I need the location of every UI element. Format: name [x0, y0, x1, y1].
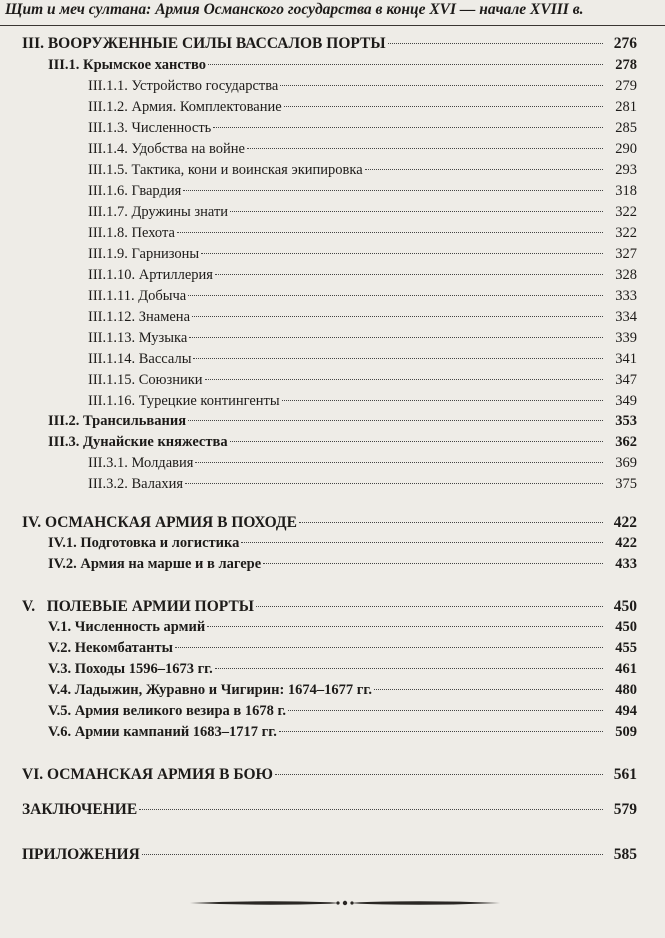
toc-entry-title: V.1. Численность армий — [48, 619, 206, 635]
toc-entry-page: 561 — [613, 766, 637, 783]
toc-entry-title: III.1.1. Устройство государства — [88, 78, 279, 94]
toc-entry — [0, 181, 665, 202]
dot-leader — [280, 85, 603, 86]
toc-entry-page: 293 — [615, 162, 637, 178]
dot-leader — [213, 127, 603, 128]
toc-entry — [0, 349, 665, 370]
dot-leader — [256, 606, 603, 607]
toc-entry-page: 347 — [615, 372, 637, 388]
toc-entry — [0, 638, 665, 659]
dot-leader — [263, 563, 603, 564]
toc-entry-title: III.2. Трансильвания — [48, 413, 187, 429]
toc-entry — [0, 554, 665, 575]
dot-leader — [207, 626, 603, 627]
toc-entry — [0, 799, 665, 820]
dot-leader — [388, 43, 603, 44]
dot-leader — [230, 441, 603, 442]
dot-leader — [139, 809, 603, 810]
toc-entry — [0, 680, 665, 701]
toc-entry-page: 362 — [615, 434, 637, 450]
dot-leader — [175, 647, 603, 648]
toc-entry-title: III.3.2. Валахия — [88, 476, 184, 492]
toc-entry-title: III.1.8. Пехота — [88, 225, 175, 241]
toc-entry-page: 281 — [615, 99, 637, 115]
dot-leader — [193, 358, 603, 359]
dot-leader — [208, 64, 603, 65]
toc-entry-page: 318 — [615, 183, 637, 199]
toc-entry-page: 455 — [615, 640, 637, 656]
toc-entry-page: 339 — [615, 330, 637, 346]
toc-entry — [0, 118, 665, 139]
toc-entry-title: III.1.12. Знамена — [88, 309, 191, 325]
toc-entry-page: 276 — [613, 35, 637, 52]
dot-leader — [299, 522, 603, 523]
dot-leader — [247, 148, 603, 149]
dot-leader — [201, 253, 603, 254]
toc-entry-page: 375 — [615, 476, 637, 492]
toc-entry-page: 450 — [615, 619, 637, 635]
toc-entry-page: 480 — [615, 682, 637, 698]
running-head: Щит и меч султана: Армия Османского государства в конце XVI — начале XVIII в. — [5, 1, 584, 18]
dot-leader — [215, 668, 603, 669]
toc-entry — [0, 160, 665, 181]
toc-entry-page: 278 — [615, 57, 637, 73]
toc-entry-title: III.1.14. Вассалы — [88, 351, 192, 367]
toc-entry-title: V.6. Армии кампаний 1683–1717 гг. — [48, 724, 277, 740]
decorative-ornament — [190, 896, 500, 910]
toc-entry — [0, 76, 665, 97]
toc-entry-page: 494 — [615, 703, 637, 719]
toc-entry-page: 334 — [615, 309, 637, 325]
toc-entry-title: ПРИЛОЖЕНИЯ — [22, 846, 140, 863]
toc-entry-page: 422 — [613, 514, 637, 531]
toc-entry-title: IV.1. Подготовка и логистика — [48, 535, 240, 551]
toc-entry — [0, 139, 665, 160]
toc-entry — [0, 307, 665, 328]
dot-leader — [185, 483, 603, 484]
toc-entry — [0, 701, 665, 722]
toc-entry-page: 450 — [613, 598, 637, 615]
toc-entry-title: III.1.4. Удобства на войне — [88, 141, 245, 157]
toc-entry-page: 422 — [615, 535, 637, 551]
toc-entry-title: IV. ОСМАНСКАЯ АРМИЯ В ПОХОДЕ — [22, 514, 297, 531]
toc-entry-page: 328 — [615, 267, 637, 283]
toc-entry — [0, 764, 665, 785]
toc-entry-title: III.1.16. Турецкие контингенты — [88, 393, 280, 409]
toc-entry-title: V. ПОЛЕВЫЕ АРМИИ ПОРТЫ — [22, 598, 255, 615]
toc-entry — [0, 55, 665, 76]
toc-entry-title: IV.2. Армия на марше и в лагере — [48, 556, 262, 572]
dot-leader — [177, 232, 603, 233]
toc-entry-page: 585 — [613, 846, 637, 863]
toc-entry — [0, 202, 665, 223]
toc-entry-page: 369 — [615, 455, 637, 471]
toc-entry-page: 461 — [615, 661, 637, 677]
toc-entry — [0, 533, 665, 554]
toc-entry-title: III.1.13. Музыка — [88, 330, 188, 346]
toc-entry — [0, 244, 665, 265]
dot-leader — [142, 854, 603, 855]
toc-entry-title: III.1.10. Артиллерия — [88, 267, 213, 283]
toc-entry-title: III.1. Крымское ханство — [48, 57, 206, 73]
toc-entry-page: 279 — [615, 78, 637, 94]
toc-entry — [0, 33, 665, 54]
dot-leader — [188, 420, 603, 421]
toc-entry-page: 433 — [615, 556, 637, 572]
dot-leader — [188, 295, 603, 296]
toc-entry-title: III.3. Дунайские княжества — [48, 434, 228, 450]
toc-entry-title: V.2. Некомбатанты — [48, 640, 173, 656]
toc-entry-page: 290 — [615, 141, 637, 157]
toc-entry — [0, 596, 665, 617]
dot-leader — [288, 710, 603, 711]
toc-entry — [0, 474, 665, 495]
toc-entry — [0, 411, 665, 432]
dot-leader — [215, 274, 603, 275]
toc-entry-page: 285 — [615, 120, 637, 136]
toc-entry-page: 327 — [615, 246, 637, 262]
dot-leader — [275, 774, 603, 775]
toc-entry-title: III.1.6. Гвардия — [88, 183, 182, 199]
toc-entry — [0, 328, 665, 349]
toc-entry-title: V.3. Походы 1596–1673 гг. — [48, 661, 213, 677]
toc-entry-title: ЗАКЛЮЧЕНИЕ — [22, 801, 138, 818]
toc-entry — [0, 453, 665, 474]
toc-entry-title: III. ВООРУЖЕННЫЕ СИЛЫ ВАССАЛОВ ПОРТЫ — [22, 35, 386, 52]
dot-leader — [241, 542, 603, 543]
toc-entry — [0, 370, 665, 391]
toc-entry-title: III.1.11. Добыча — [88, 288, 187, 304]
toc-entry-title: III.1.7. Дружины знати — [88, 204, 229, 220]
toc-entry-title: III.1.15. Союзники — [88, 372, 203, 388]
toc-entry — [0, 659, 665, 680]
dot-leader — [230, 211, 603, 212]
header-divider — [0, 25, 665, 26]
toc-entry-page: 353 — [615, 413, 637, 429]
toc-entry — [0, 391, 665, 412]
dot-leader — [205, 379, 603, 380]
toc-entry-page: 349 — [615, 393, 637, 409]
dot-leader — [282, 400, 603, 401]
toc-entry-page: 341 — [615, 351, 637, 367]
toc-entry-title: III.1.5. Тактика, кони и воинская экипировка — [88, 162, 363, 178]
toc-entry-title: V.5. Армия великого везира в 1678 г. — [48, 703, 287, 719]
dot-leader — [183, 190, 603, 191]
toc-entry — [0, 265, 665, 286]
dot-leader — [279, 731, 603, 732]
toc-entry-page: 333 — [615, 288, 637, 304]
toc-entry-page: 509 — [615, 724, 637, 740]
dot-leader — [284, 106, 603, 107]
toc-entry — [0, 617, 665, 638]
toc-entry-page: 322 — [615, 225, 637, 241]
toc-entry — [0, 223, 665, 244]
dot-leader — [365, 169, 603, 170]
dot-leader — [374, 689, 603, 690]
toc-entry-title: III.1.9. Гарнизоны — [88, 246, 200, 262]
dot-leader — [189, 337, 603, 338]
toc-entry-title: V.4. Ладыжин, Журавно и Чигирин: 1674–1677 гг. — [48, 682, 372, 698]
toc-entry — [0, 97, 665, 118]
dot-leader — [195, 462, 603, 463]
dot-leader — [192, 316, 603, 317]
toc-entry-page: 322 — [615, 204, 637, 220]
toc-entry — [0, 432, 665, 453]
toc-entry — [0, 286, 665, 307]
toc-entry-title: VI. ОСМАНСКАЯ АРМИЯ В БОЮ — [22, 766, 273, 783]
toc-entry — [0, 722, 665, 743]
toc-entry-title: III.1.3. Численность — [88, 120, 212, 136]
toc-entry-title: III.3.1. Молдавия — [88, 455, 194, 471]
toc-entry — [0, 844, 665, 865]
toc-entry — [0, 512, 665, 533]
toc-entry-title: III.1.2. Армия. Комплектование — [88, 99, 282, 115]
toc-entry-page: 579 — [613, 801, 637, 818]
